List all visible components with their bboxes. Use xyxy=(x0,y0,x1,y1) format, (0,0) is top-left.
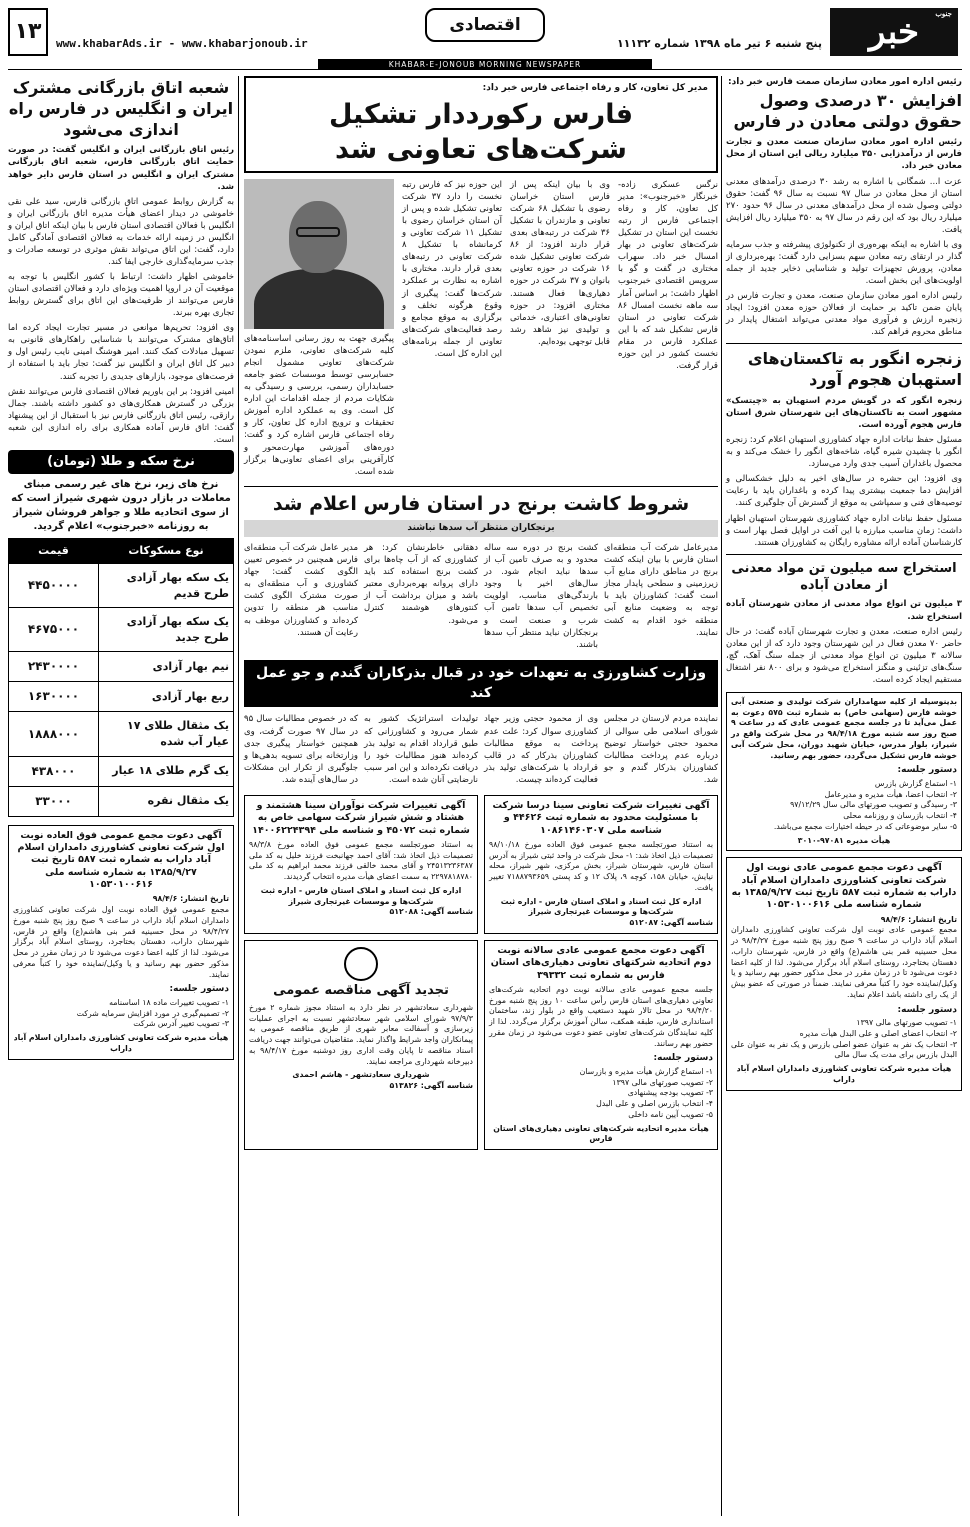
ad-reference: شناسه آگهی: ۵۱۳۸۲۶ xyxy=(389,1081,473,1091)
table-row xyxy=(9,682,234,712)
column-rule xyxy=(238,76,239,1516)
ad-agenda: ۱- استماع گزارش بازرس ۲- انتخاب اعضا، هیأت مدیره و مدیرعامل ۳- رسیدگی و تصویب صورتهای مالی سال ۹۷/۱۲/۲۹ ۴- انتخاب بازرسان و روزنامه محلی ۵- سایر موضوعاتی که در حیطه اختیارات مجمع می‌باشد. xyxy=(773,778,957,831)
lead-headline-box xyxy=(244,76,718,173)
coin-name: یک مثقال نقره xyxy=(99,786,234,816)
table-row xyxy=(9,756,234,786)
ad-reference: شناسه آگهی: ۵۱۲۰۸۷ xyxy=(629,918,713,928)
table-row xyxy=(9,608,234,652)
notice-ad xyxy=(484,940,718,1150)
wheat-article xyxy=(244,713,718,788)
divider xyxy=(726,554,962,555)
municipality-emblem-icon xyxy=(344,947,378,981)
article-title[interactable]: شعبه اتاق بازرگانی مشترک ایران و انگلیس در فارس راه اندازی می‌شود xyxy=(8,78,234,139)
ad-agenda: ۱- تصویب تغییرات ماده ۱۸ اساسنامه ۲- تصمیم‌گیری در مورد افزایش سرمایه شرکت ۳- تصویب تغییر آدرس شرکت xyxy=(76,997,229,1029)
divider xyxy=(726,343,962,344)
article-title: زنجره انگور به تاکستان‌های استهبان هجوم آورد xyxy=(747,349,962,390)
ad-signature: هیأت مدیره اتحادیه شرکت‌های تعاونی دهیاری‌های استان فارس xyxy=(493,1123,709,1144)
center-column xyxy=(244,76,718,1516)
ad-agenda-title: دستور جلسه: xyxy=(653,1053,713,1064)
coin-price: ۲۴۳۰۰۰۰ xyxy=(9,652,99,682)
column-rule xyxy=(721,76,722,1516)
notice-ad xyxy=(726,692,962,851)
coin-name: یک گرم طلای ۱۸ عیار xyxy=(99,756,234,786)
article-paragraph: کشت برنج در دوره سه ساله محدود و به صرف تامین آب از سدها نباید انجام شود. در سال‌های اخیر با وجود بارندگی‌های مناسب، اولویت تخصیص آب سدها تامین آب شرب و صنعت است و برنجکاران نباید منتظر آب سدها باشند. xyxy=(484,543,598,650)
table-row xyxy=(9,786,234,816)
ad-text: بدینوسیله از کلیه سهامداران شرکت تولیدی و صنعتی آبی خوشه فارس (سهامی خاص) به شماره ثبت ۵۷۵ دعوت به عمل می‌آید تا در جلسه مجمع عمومی عادی که در ساعت ۹ صبح روز سه شنبه مورخ ۹۸/۴/۱۸ در محل شرکت واقع در شیراز، بلوار مدرس، خیابان شهید دوران، محل شرکت آبی خوشه فارس تشکیل می‌گردد، حضور بهم رسانید. xyxy=(731,696,957,760)
ad-agenda: ۱- تصویب صورتهای مالی ۱۳۹۷ ۲- انتخاب اعضای اصلی و علی البدل هیأت مدیره ۳- انتخاب یک نفر به عنوان عضو اصلی بازرس و یک نفر به عنوان علی البدل بازرس برای مدت یک سال مالی xyxy=(731,1018,957,1060)
ad-signature: اداره کل ثبت اسناد و املاک استان فارس - اداره ثبت شرکت‌ها و موسسات غیرتجاری شیراز xyxy=(500,896,702,917)
article-paragraph: رئیس اداره صنعت، معدن و تجارت شهرستان آباده گفت: در حال حاضر ۷۰ معدن فعال در این شهرستان وجود دارد که از این معادن سالانه ۳ میلیون تن انواع مواد معدنی از جمله سنگ آهک، گچ، سنگ‌های تزئینی و منگنز استخراج می‌شود و برای ۸۰۰ نفر اشتغال مستقیم ایجاد کرده است. xyxy=(726,626,963,685)
ad-signature: شهرداری سعادتشهر - هاشم احمدی xyxy=(292,1070,430,1080)
article-title: استخراج سه میلیون تن مواد معدنی از معادن آباده xyxy=(731,560,957,593)
notice-ad xyxy=(8,825,234,1060)
table-header-row xyxy=(9,539,234,564)
price-title-text: نرخ سکه و طلا xyxy=(100,453,195,469)
coin-name: ربع بهار آزادی xyxy=(99,682,234,712)
article-paragraph: وی با بیان اینکه پس از فارس استان خراسان رضوی با تشکیل ۶۸ شرکت تعاونی و مازندران با تشکیل ۳۶ شرکت در رتبه‌های بعدی قرار دارند افزود: از ۸۶ شرکت تعاونی تشکیل شده ۱۶ شرکت در حوزه تعاونی بانوان و ۳۷ شرکت در حوزه دهیاری‌ها فعال هستند. مختاری افزود: در حوزه تعاونی‌های اعتباری، خدماتی و تولیدی نیز شاهد رشد قابل توجهی بوده‌ایم. xyxy=(510,179,610,347)
ad-text: به استناد صورتجلسه مجمع عمومی فوق العاده مورخ ۹۸/۱۰/۱۸ تصمیمات ذیل اتخاذ شد: ۱- محل شرکت در واحد ثبتی شیراز به آدرس استان فارس، شهرستان شیراز، بخش مرکزی، شهر شیراز، محله نیایش، خیابان ۱۵۸، کوچه ۹، پلاک ۱۲ و کد پستی ۷۱۸۸۷۹۳۶۵۹ تغییر یافت. xyxy=(489,839,714,892)
ad-title: تجدید آگهی مناقصه عمومی xyxy=(273,982,449,998)
article-kicker: رئیس اداره امور معادن سازمان صمت فارس خبر داد: xyxy=(728,77,962,87)
ad-date: تاریخ انتشار: ۹۸/۴/۶ xyxy=(152,894,229,904)
price-unit: (تومان) xyxy=(47,453,97,469)
ad-text: مجمع عمومی فوق العاده نوبت اول شرکت تعاونی کشاورزی دامداران اسلام آباد داراب در ساعت ۹ صبح روز پنج شنبه مورخ ۹۸/۴/۲۷ در محل حسینیه قمر بنی هاشم(ع) واقع در فارس، شهرستان داراب، دهستان بختاجرد، روستای اسلام آباد برگزار می‌شود. لذا از کلیه اعضا دعوت می‌شود تا در زمان مقرر در محل مذکور حضور بهم رسانید و یا وکیل/نماینده خود را کتباً معرفی نمایند. xyxy=(13,905,230,979)
masthead xyxy=(8,6,962,70)
article-paragraph: این حوزه نیز که فارس رتبه نخست را دارد ۳۷ شرکت تعاونی تشکیل شده و پس از آن استان خراسان رضوی با تشکیل ۱۱ شرکت تعاونی و کرمانشاه با تشکیل ۸ شرکت تعاونی در رتبه‌های بعدی قرار دارند. مختاری با اشاره به نظارت بر عملکرد شرکت‌ها گفت: پیگیری از وقوع هرگونه تخلف و برگزاری به موقع مجامع و رصد فعالیت‌های شرکت‌های تعاونی از جمله برنامه‌های این اداره کل است. xyxy=(402,179,502,359)
ads-row xyxy=(244,940,718,1150)
section-title: اقتصادی xyxy=(425,8,545,42)
gold-price-title xyxy=(8,450,234,474)
coin-price: ۴۳۸۰۰۰ xyxy=(9,756,99,786)
article-paragraph: نماینده مردم لارستان در مجلس شورای اسلامی طی سوالی از محمود حجتی خواستار توضیح درباره عدم پرداخت مطالبات کشاورزان بذرکار گندم و جو شد. xyxy=(604,714,718,785)
ad-text: شهرداری سعادتشهر در نظر دارد به استناد مجوز شماره ۲ مورخ ۹۷/۹/۳ شورای اسلامی شهر سعادتشهر نسبت به اجرای عملیات زیرسازی و آسفالت معابر شهری از طریق مناقصه عمومی به پیمانکاران واجد شرایط واگذار نماید. متقاضیان می‌توانند جهت دریافت اسناد مناقصه تا پایان وقت اداری روز دوشنبه مورخ ۹۸/۴/۱۷ به دبیرخانه شهرداری مراجعه نمایند. xyxy=(249,1002,473,1066)
ad-text: به استناد صورتجلسه مجمع عمومی فوق العاده مورخ ۹۸/۳/۸ تصمیمات ذیل اتخاذ شد: آقای احمد جهانبخت فرزند خلیل به کد ملی ۲۴۵۱۳۲۳۶۳۸۷ و آقای محمد خالقی فرزند محمد ابراهیم به کد ملی ۲۲۹۷۸۱۸۷۸۰ به سمت اعضای هیأت مدیره انتخاب گردیدند. xyxy=(249,839,473,882)
left-column xyxy=(8,76,234,1516)
article-paragraph: تولیدات استراتژیک کشور به شمار می‌رود و کشاورزانی که طبق قرارداد اقدام به تولید بذر کرده‌اند هنوز مطالبات خود را دریافت نکرده‌اند و این امر سبب نارضایتی آنان شده است. xyxy=(364,714,478,785)
coin-name: یک سکه بهار آزادی طرح جدید xyxy=(99,608,234,652)
notice-ad xyxy=(244,940,478,1150)
article-lede: رئیس اداره امور معادن سازمان صنعت معدن و تجارت فارس از درآمدزایی ۳۵۰ میلیارد ریالی این استان از محل معادن خبر داد. xyxy=(726,137,962,172)
ad-signature: اداره کل ثبت اسناد و املاک استان فارس - اداره ثبت شرکت‌ها و موسسات غیرتجاری شیراز xyxy=(260,885,462,906)
portrait-glasses xyxy=(296,227,340,237)
article-paragraph: مدیر عامل شرکت آب منطقه‌ای فارس همچنین در خصوص تعیین الگوی کشت گفت: جهاد کشاورزی و آب منطقه‌ای به صورت مشترک الگوی کشت مناسب هر منطقه را تدوین کرده‌اند و کشاورزان موظف به رعایت آن هستند. xyxy=(244,543,358,638)
article-paragraph: امینی افزود: بر این باوریم فعالان اقتصادی فارس می‌توانند نقش بزرگی در گسترش همکاری‌های دو کشور داشته باشند. جمال رازقی، رئیس اتاق بازرگانی فارس نیز با استقبال از این پیشنهاد گفت: اتاق فارس آماده همکاری برای راه اندازی این شعبه است. xyxy=(8,386,234,445)
article-lede: رئیس اتاق بازرگانی ایران و انگلیس گفت: در صورت حمایت اتاق بازرگانی فارس، شعبه اتاق بازرگانی مشترک ایران و انگلیس در استان فارس دایر خواهد شد. xyxy=(8,145,234,192)
divider xyxy=(244,486,718,487)
article-title-band[interactable]: وزارت کشاورزی به تعهدات خود در قبال بذرکاران گندم و جو عمل کند xyxy=(244,660,718,708)
article-title[interactable]: شروط کاشت برنج در استان فارس اعلام شد xyxy=(272,492,690,515)
portrait-shoulders xyxy=(254,269,384,329)
coin-price: ۱۸۸۸۰۰۰ xyxy=(9,712,99,756)
article-paragraph: مسئول حفظ نباتات اداره جهاد کشاورزی استهبان اعلام کرد: زنجره انگور با چشیدن شیره گیاه، شاخه‌های انگور را خشک می‌کند و به محصول باغداران آسیب جدی وارد می‌سازد. xyxy=(726,435,962,470)
ad-title: آگهی دعوت مجمع عمومی فوق العاده نوبت اول شرکت تعاونی کشاورزی دامداران اسلام آباد داراب به شماره ثبت ۵۸۷ تاریخ ثبت ۱۳۸۵/۹/۲۷ به شماره شناسه ملی ۱۰۵۳۰۱۰۰۶۱۶ xyxy=(17,829,225,891)
lead-title[interactable]: فارس رکورددار تشکیل شرکت‌های تعاونی شد xyxy=(328,98,634,165)
ad-agenda-title: دستور جلسه: xyxy=(169,984,229,995)
ad-signature: هیأت مدیره ۹۷۰۸۱-۳۰۱۰ xyxy=(797,835,891,845)
column-header: نوع مسکوکات xyxy=(99,539,234,564)
date-line: پنج شنبه ۶ تیر ماه ۱۳۹۸ شماره ۱۱۱۳۲ xyxy=(616,37,822,50)
ad-title: آگهی دعوت مجمع عمومی عادی نوبت اول شرکت تعاونی کشاورزی دامداران اسلام آباد داراب به شماره ثبت ۵۸۷ تاریخ ثبت ۱۳۸۵/۹/۲۷ به شماره شناسه ملی ۱۰۵۳۰۱۰۰۶۱۶ xyxy=(731,862,957,911)
masthead-ribbon: KHABAR-E-JONOUB MORNING NEWSPAPER xyxy=(318,59,652,70)
article-lede: زنجره انگور که در گویش مردم استهبان به «چیتسک» مشهور است به تاکستان‌های این شهرستان شرق استان فارس هجوم آورده است. xyxy=(726,395,962,431)
article-paragraph: دهقانی خاطرنشان کرد: هر کشاورزی که از آب چاه‌ها برای کشت برنج استفاده کند باید دارای پروانه بهره‌برداری معتبر باشد و میزان برداشت آب از کنتورهای هوشمند کنترل می‌شود. xyxy=(364,543,478,626)
coin-name: یک مثقال طلای ۱۷ عیار آب شده xyxy=(99,712,234,756)
article-paragraph: وی از محمود حجتی وزیر جهاد کشاورزی سوال کرد: علت عدم پرداخت به موقع مطالبات کشاورزان بذرکار که در قالب قرارداد با شرکت‌های تولید بذر فعالیت کرده‌اند چیست. xyxy=(484,714,598,785)
lead-article xyxy=(244,179,718,481)
ad-title: آگهی تغییرات شرکت نوآوران سینا هشتمند و هشتاد و شش شیراز شرکت سهامی خاص به شماره ثبت ۴۵۰۷۲ و شناسه ملی ۱۴۰۰۶۲۲۴۳۹۴ xyxy=(252,799,470,836)
article-lede: ۳ میلیون تن انواع مواد معدنی از معادن شهرستان آباده استخراج شد. xyxy=(726,599,962,622)
article-paragraph: وی با اشاره به اینکه بهره‌وری از تکنولوژی پیشرفته و جذب سرمایه گذار در ارتقای رتبه معادن سهم بسزایی دارد گفت: بهره‌برداری از معادن، پرورش تجهیزات تولید و شناسایی ذخایر جدید از جمله اولویت‌های این بخش است. xyxy=(726,239,962,287)
logo-text: خبر xyxy=(868,12,920,52)
ad-text: جلسه مجمع عمومی عادی سالانه نوبت دوم اتحادیه شرکت‌های تعاونی دهیاری‌های استان فارس رأس ساعت ۱۰ روز پنج شنبه مورخ ۹۸/۴/۲۰ در محل تالار شهید دستغیب واقع در بلوار زند، ساختمان استانداری فارس، طبقه همکف، سالن آموزش برگزار می‌گردد. لذا از کلیه نمایندگان شرکت‌های تعاونی عضو دعوت می‌شود در زمان مقرر حضور بهم رسانند. xyxy=(489,984,713,1048)
article-paragraph: رئیس اداره امور معادن سازمان صنعت، معدن و تجارت فارس در پایان ضمن تاکید بر حمایت از فعالان حوزه معدن افزود: ایجاد زنجیره ارزش و فرآوری مواد معدنی می‌تواند اشتغال پایدار در مناطق محروم فراهم کند. xyxy=(726,291,962,338)
article-paragraph: پیگیری جهت به روز رسانی اساسنامه‌های کلیه شرکت‌های تعاونی، ملزم نمودن شرکت‌های تعاونی مشمول انجام حسابرسی توسط موسسات عضو جامعه حسابداران رسمی، بررسی و رسیدگی به شکایات مردم از جمله اقدامات این اداره کل است. وی به عملکرد اداره آموزش تحقیقات و ترویج اداره کل تعاون، کار و رفاه اجتماعی فارس اشاره کرد و گفت: دوره‌های آموزشی مهارت‌محور و کارآفرینی برای اعضای تعاونی‌ها برگزار شده است. xyxy=(244,333,394,477)
table-row xyxy=(9,563,234,607)
ad-signature: هیأت مدیره شرکت تعاونی کشاورزی دامداران اسلام آباد داراب xyxy=(736,1064,952,1084)
article-paragraph: وی افزود: تحریم‌ها موانعی در مسیر تجارت ایجاد کرده اما اتاق‌های مشترک می‌توانند با شناسایی راهکارهای قانونی به تسهیل مبادلات کمک کنند. امیر هوشنگ امینی نایب رئیس اول و دبیر کل اتاق ایران و انگلیس نیز گفت: تجار باید با استفاده از فرصت‌های موجود، بازارهای جدیدی را تجربه کنند. xyxy=(8,323,234,382)
ad-reference: شناسه آگهی: ۵۱۲۰۸۸ xyxy=(389,907,473,917)
gold-price-table xyxy=(8,538,234,816)
ad-agenda: ۱- استماع گزارش هیأت مدیره و بازرسان ۲- تصویب صورتهای مالی ۱۳۹۷ ۳- تصویب بودجه پیشنهادی ۴- انتخاب بازرس اصلی و علی البدل ۵- تصویب آیین نامه داخلی xyxy=(579,1066,713,1119)
ad-date: تاریخ انتشار: ۹۸/۴/۶ xyxy=(880,914,957,924)
article-paragraph: به گزارش روابط عمومی اتاق بازرگانی فارس، سید علی نقی خاموشی در دیدار اعضای هیأت مدیره اتاق بازرگانی ایران و انگلیس با فعالان اقتصادی استان فارس با بیان اینکه اتاق ایران و انگلیس در زمینه ارائه خدمات به فعالان اقتصادی آمادگی کامل دارد، گفت: این اتاق می‌تواند نقش موثری در توسعه صادرات و جذب سرمایه‌گذاری خارجی ایفا کند. xyxy=(8,196,234,267)
ad-agenda-title: دستور جلسه: xyxy=(897,765,957,776)
article-paragraph: مدیرعامل شرکت آب منطقه‌ای استان فارس با بیان اینکه کشت برنج در مناطق دارای منابع آب زیرزمینی و سطحی پایدار مجاز است گفت: کشاورزان باید با توجه به وضعیت منابع آبی منطقه خود اقدام به کشت نمایند. xyxy=(604,543,718,638)
ad-text: مجمع عمومی عادی نوبت اول شرکت تعاونی کشاورزی دامداران اسلام آباد داراب در ساعت ۹ صبح روز پنج شنبه مورخ ۹۸/۴/۲۷ در محل حسینیه قمر بنی هاشم(ع) واقع در فارس، شهرستان داراب، دهستان بختاجرد، روستای اسلام آباد برگزار می‌شود. لذا از کلیه اعضا دعوت می‌شود تا در زمان مقرر در محل مذکور حضور بهم رسانید و یا وکیل/نماینده خود را کتباً معرفی نمایند. ضمناً در صورتی که عضو بیش از یک رای داشته باشد اعلام نماید. xyxy=(731,925,957,999)
rice-article xyxy=(244,542,718,654)
price-note: نرخ های زیر، نرخ های غیر رسمی مبنای معاملات در بازار درون شهری شیراز است که از سوی اتحادیه طلا و جواهر فروشان شیراز به روزنامه «خبرجنوب» اعلام گردید. xyxy=(11,479,231,533)
coin-price: ۴۴۵۰۰۰۰ xyxy=(9,563,99,607)
official-portrait-photo xyxy=(244,179,394,329)
column-header: قیمت xyxy=(9,539,99,564)
article-paragraph: خاموشی اظهار داشت: ارتباط با کشور انگلیس با توجه به موقعیت آن در اروپا اهمیت ویژه‌ای دارد و فعالان اقتصادی استان فارس می‌توانند از ظرفیت‌های این اتاق برای گسترش روابط تجاری بهره ببرند. xyxy=(8,272,234,319)
article-paragraph: مسئول حفظ نباتات اداره جهاد کشاورزی شهرستان استهبان اظهار داشت: زمان مناسب مبارزه با این آفت در اوایل فصل بهار است و کارشناسان آماده ارائه مشاوره رایگان به کشاورزان هستند. xyxy=(726,513,962,548)
ad-agenda-title: دستور جلسه: xyxy=(897,1004,957,1015)
notice-ad xyxy=(484,795,718,934)
table-row xyxy=(9,712,234,756)
ad-signature: هیأت مدیره شرکت تعاونی کشاورزی دامداران اسلام آباد داراب xyxy=(13,1033,229,1053)
newspaper-logo[interactable] xyxy=(830,8,958,56)
page-number: ۱۳ xyxy=(8,8,48,56)
coin-price: ۱۶۳۰۰۰۰ xyxy=(9,682,99,712)
table-row xyxy=(9,652,234,682)
coin-price: ۳۳۰۰۰ xyxy=(9,786,99,816)
coin-price: ۴۶۷۵۰۰۰ xyxy=(9,608,99,652)
article-title: افزایش ۳۰ درصدی وصول حقوق دولتی معادن در فارس xyxy=(733,90,962,131)
article-paragraph: عزت ا... شمگانی با اشاره به رشد ۳۰ درصدی درآمدهای معدنی استان از محل معادن در سال ۹۷ نسبت به سال ۹۶ گفت: حقوق دولتی وصول شده از محل درآمدهای معدنی در سال ۹۶ حدود ۲۷۰ میلیارد ریال بود که این رقم در سال ۹۷ به ۳۵۰ میلیارد ریال افزایش یافت. xyxy=(726,176,963,235)
ad-title: آگهی تغییرات شرکت تعاونی سینا درسا شرکت با مسئولیت محدود به شماره ثبت ۴۴۶۲۶ و شناسه ملی ۱۰۸۶۱۴۶۰۳۰۷ xyxy=(492,799,710,836)
article-paragraph: که در خصوص مطالبات سال ۹۵ در سال ۹۷ صورت گرفت، وی همچنین خواستار پیگیری جدی وزارتخانه برای تسویه بدهی‌ها و جلوگیری از تکرار این مشکلات در سال‌های آینده شد. xyxy=(244,714,359,785)
portrait-head xyxy=(289,201,347,273)
notice-ad xyxy=(244,795,478,934)
right-column xyxy=(726,76,962,1516)
article-paragraph: نرگس عسکری زاده- خبرنگار «خبرجنوب»: مدیر کل تعاون، کار و رفاه اجتماعی فارس از رتبه نخست این استان در تشکیل شرکت‌های تعاونی در بهار امسال خبر داد. سهراب مختاری در گفت و گو با سرویس اقتصادی خبرجنوب اظهار داشت: بر اساس آمار سه ماهه نخست امسال ۸۶ شرکت تعاونی در استان فارس تشکیل شد که با این عملکرد فارس در مقام نخست کشور در این حوزه قرار گرفت. xyxy=(618,179,718,371)
coin-name: نیم بهار آزادی xyxy=(99,652,234,682)
coin-name: یک سکه بهار آزادی طرح قدیم xyxy=(99,563,234,607)
ads-row xyxy=(244,795,718,934)
ad-title: آگهی دعوت مجمع عمومی عادی سالانه نوبت دوم اتحادیه شرکتهای تعاونی دهیاری‌های استان فارس به شماره ثبت ۳۹۳۳۲ xyxy=(490,944,712,981)
article-subtitle: برنجکاران منتظر آب سدها نباشند xyxy=(244,520,718,537)
notice-ad xyxy=(726,857,962,1090)
article-paragraph: وی افزود: این حشره در سال‌های اخیر به دلیل خشکسالی و افزایش دما جمعیت بیشتری پیدا کرده و باغداران باید با رعایت توصیه‌های فنی و سمپاشی به موقع از گسترش آن جلوگیری کنند. xyxy=(726,474,962,509)
lead-kicker: مدیر کل تعاون، کار و رفاه اجتماعی فارس خبر داد: xyxy=(482,83,708,93)
logo-subtitle: جنوب xyxy=(935,9,952,18)
website-urls[interactable]: www.khabarAds.ir - www.khabarjonoub.ir xyxy=(56,37,308,50)
